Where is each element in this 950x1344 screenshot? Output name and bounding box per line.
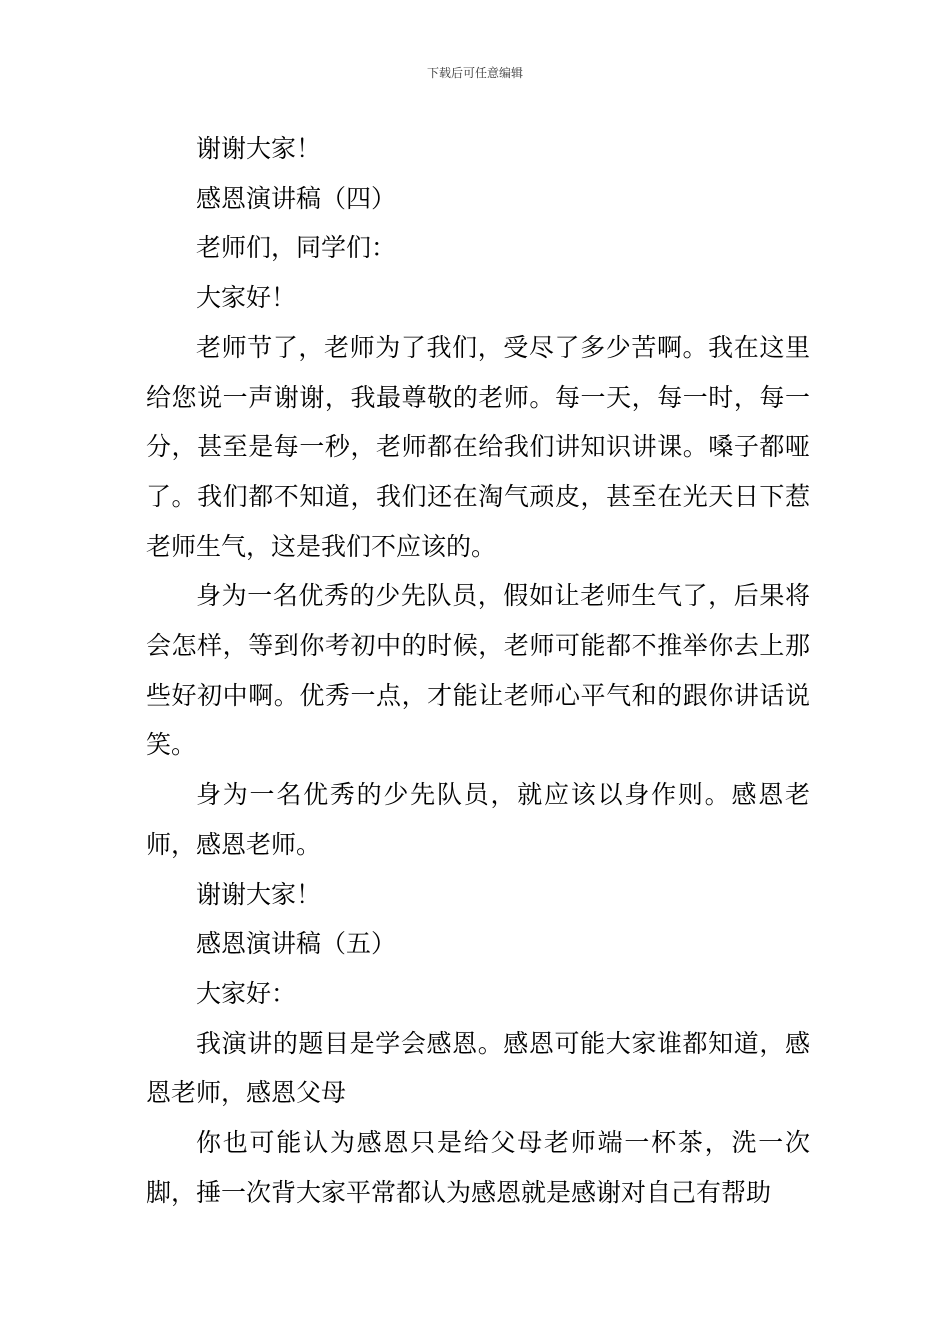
section-title-speech-5: 感恩演讲稿（五） [196, 929, 397, 959]
paragraph-young-pioneer-1: 身为一名优秀的少先队员，假如让老师生气了，后果将会怎样，等到你考初中的时候，老师可能都不推举你去上那些好初中啊。优秀一点，才能让老师心平气和的跟你讲话说笑。 [146, 581, 810, 760]
paragraph-closing-thanks-2: 谢谢大家！ [196, 879, 322, 909]
paragraph-young-pioneer-2: 身为一名优秀的少先队员，就应该以身作则。感恩老师，感恩老师。 [146, 780, 810, 859]
section-title-speech-4: 感恩演讲稿（四） [196, 183, 397, 213]
paragraph-speech-topic: 我演讲的题目是学会感恩。感恩可能大家谁都知道，感恩老师，感恩父母 [146, 1028, 810, 1108]
paragraph-greeting-teachers-students: 老师们，同学们： [196, 233, 397, 263]
paragraph-greeting-hello-1: 大家好！ [196, 283, 297, 313]
page-header: 下载后可任意编辑 [426, 66, 523, 80]
paragraph-teachers-day: 老师节了，老师为了我们，受尽了多少苦啊。我在这里给您说一声谢谢，我最尊敬的老师。每一天，每一时，每一分，甚至是每一秒，老师都在给我们讲知识讲课。嗓子都哑了。我们都不知道，我们还在淘气顽皮，甚至在光天日下惹老师生气，这是我们不应该的。 [146, 332, 810, 561]
paragraph-closing-thanks-1: 谢谢大家！ [196, 134, 322, 163]
paragraph-gratitude-examples: 你也可能认为感恩只是给父母老师端一杯茶，洗一次脚，捶一次背大家平常都认为感恩就是感谢对自己有帮助 [146, 1128, 810, 1207]
paragraph-greeting-hello-2: 大家好： [196, 978, 297, 1008]
document-body [146, 124, 810, 1217]
